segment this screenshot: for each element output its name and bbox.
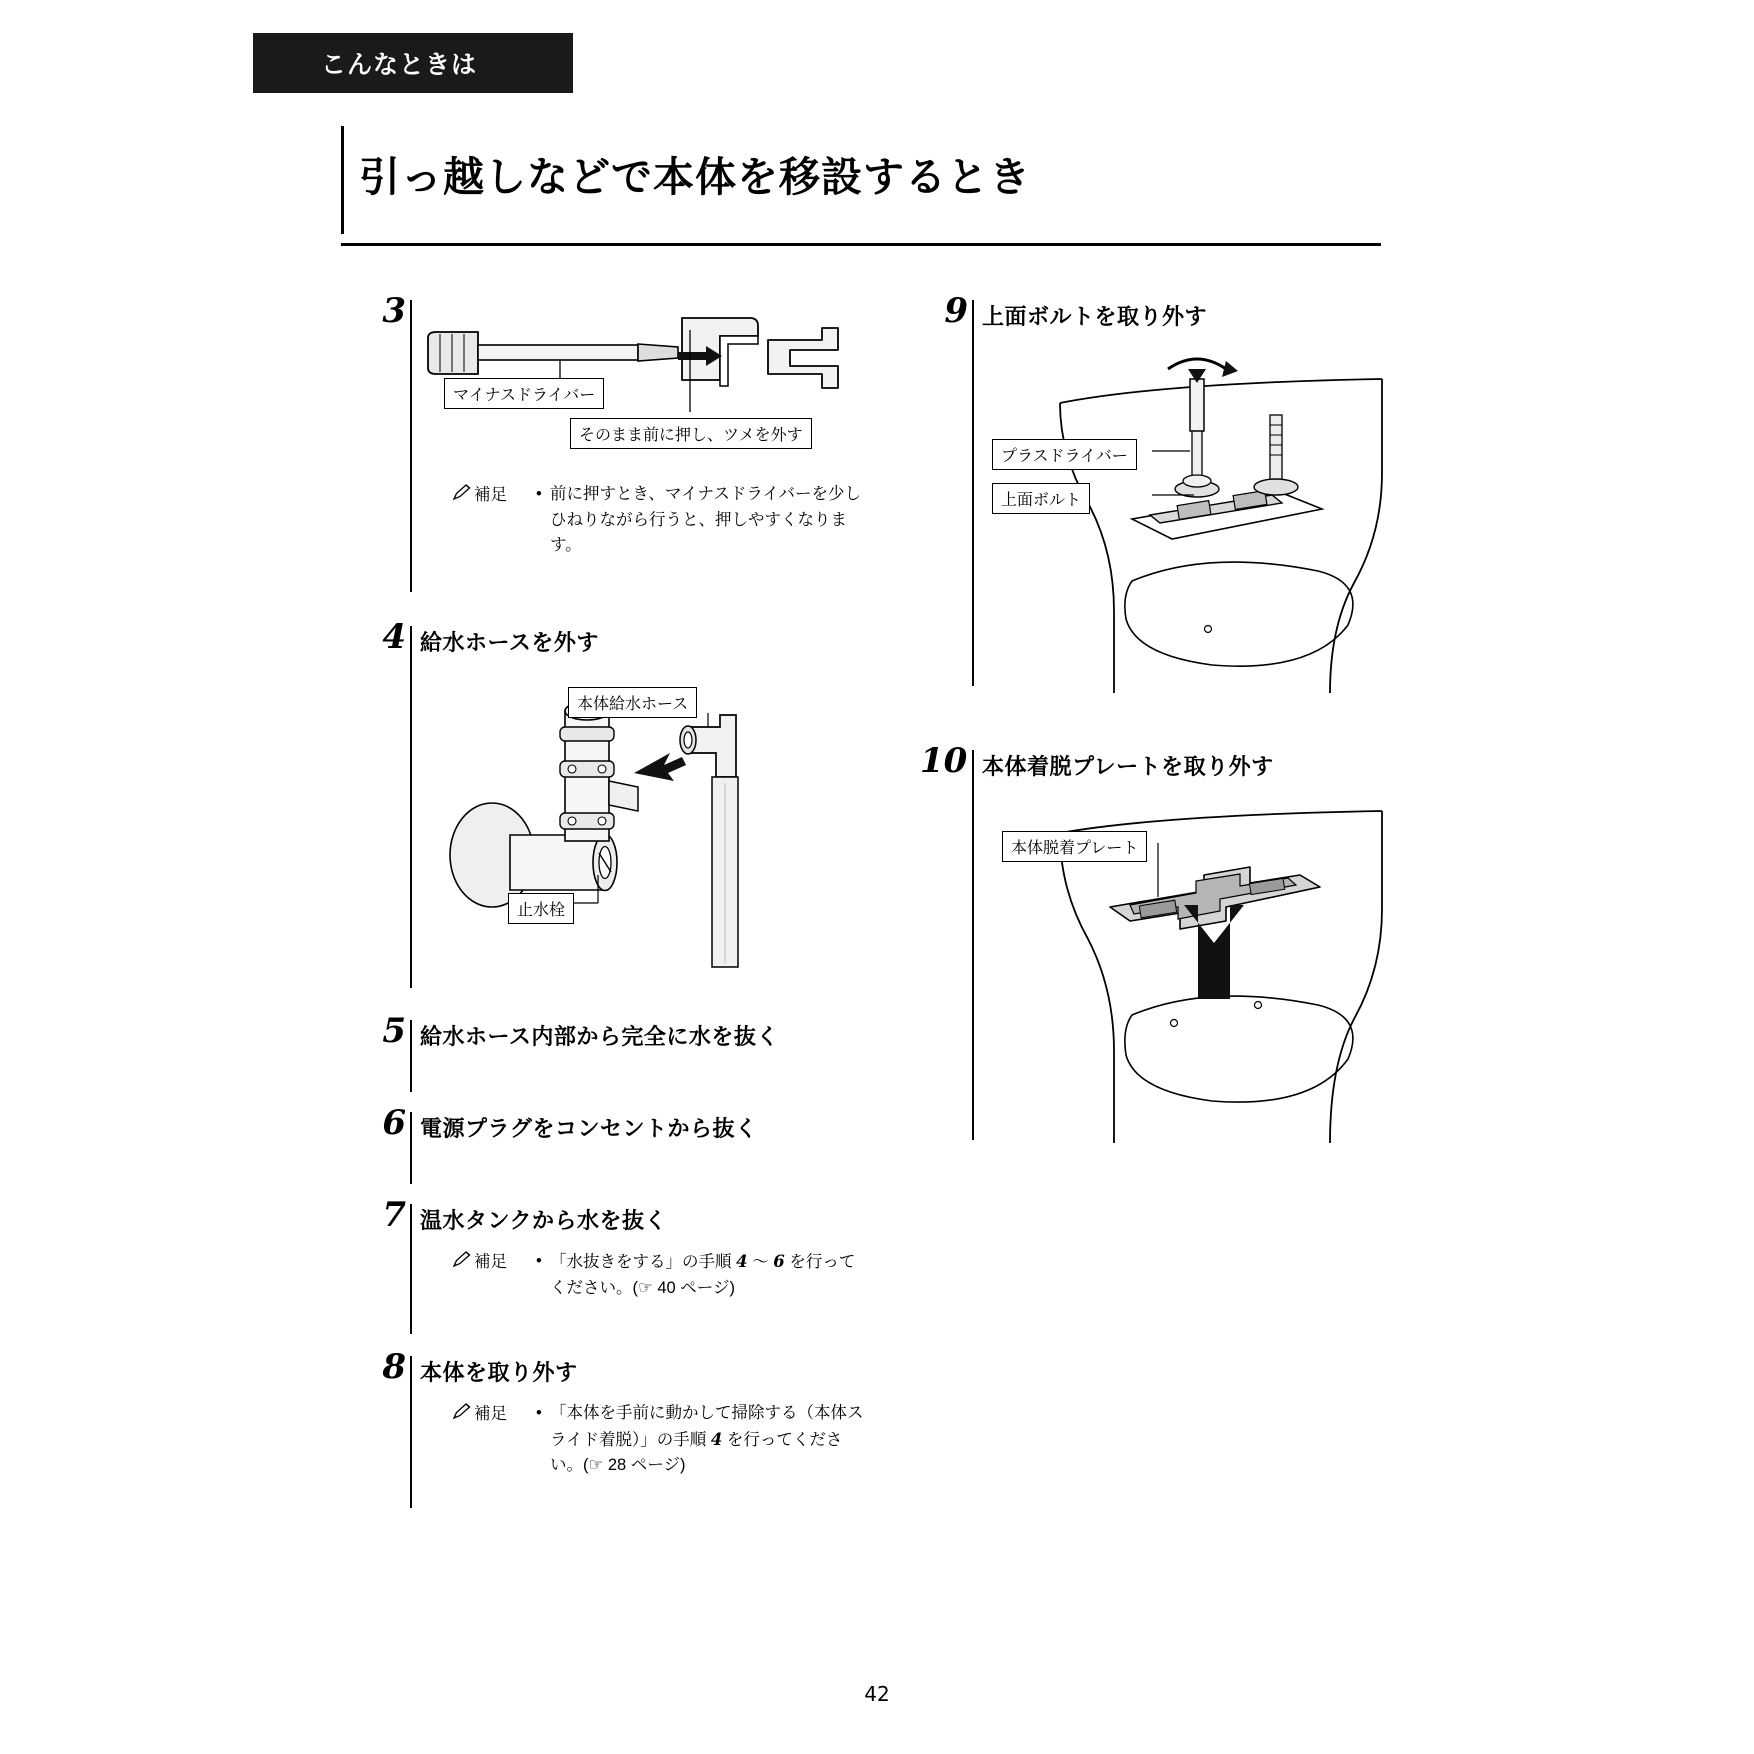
callout-minus-driver: マイナスドライバー [444,378,604,409]
left-column [368,291,868,1516]
callout-push-forward: そのまま前に押し、ツメを外す [570,418,812,449]
pencil-icon [452,1249,474,1301]
step-rule [410,626,412,988]
step-heading: 給水ホース内部から完全に水を抜く [420,1025,779,1050]
step-4 [368,617,868,1006]
step-7-note [420,1249,868,1301]
step-number: 5 [382,1011,406,1051]
step-heading: 給水ホースを外す [420,631,599,656]
callout-main-water-hose: 本体給水ホース [568,687,697,718]
pencil-icon [452,482,474,559]
note-label: 補足 [474,1253,507,1271]
callout-plus-driver: プラスドライバー [992,439,1137,470]
step-rule [410,300,412,592]
step-number: 6 [382,1103,406,1143]
step-8-note [420,1401,868,1479]
callout-detach-plate: 本体脱着プレート [1002,831,1147,862]
step-7 [368,1195,868,1342]
step-number: 8 [382,1347,406,1387]
step-number: 10 [920,741,968,781]
step-9-illustration [982,343,1452,693]
chapter-tab: こんなときは [253,33,573,93]
step-4-illustration [420,665,868,995]
step-number: 4 [382,617,406,657]
step-heading: 本体着脱プレートを取り外す [982,755,1274,780]
step-rule [410,1020,412,1092]
step-rule [410,1204,412,1334]
step-3-note [420,482,868,559]
right-column [920,291,1450,1150]
note-text: • 「本体を手前に動かして掃除する（本体スライド着脱）」の手順 4 を行ってください。(☞ 28 ページ) [536,1401,868,1479]
step-heading: 温水タンクから水を抜く [420,1209,668,1234]
step-rule [972,300,974,686]
step-8 [368,1347,868,1516]
page-number: 42 [864,1682,890,1706]
step-heading: 本体を取り外す [420,1361,578,1386]
page-title: 引っ越しなどで本体を移設するとき [359,153,1031,201]
step-3 [368,291,868,610]
step-heading: 上面ボルトを取り外す [982,305,1208,330]
step-rule [410,1112,412,1184]
callout-top-bolt: 上面ボルト [992,483,1090,514]
step-5 [368,1011,868,1098]
step-rule [410,1356,412,1508]
note-label: 補足 [474,1405,507,1423]
note-label: 補足 [474,486,507,504]
page-title-block [341,120,1401,246]
step-number: 3 [382,291,406,331]
note-text: • 「水抜きをする」の手順 4 ～ 6 を行ってください。(☞ 40 ページ) [536,1249,868,1301]
pencil-icon [452,1401,474,1479]
note-text: • 前に押すとき、マイナスドライバーを少しひねりながら行うと、押しやすくなります。 [536,482,868,559]
step-heading: 電源プラグをコンセントから抜く [420,1117,758,1142]
step-10 [920,741,1450,1150]
step-3-illustration [420,300,868,460]
step-rule [972,750,974,1140]
step-10-illustration [982,793,1452,1143]
step-9 [930,291,1450,700]
step-number: 9 [944,291,968,331]
step-number: 7 [382,1195,406,1235]
callout-stop-valve: 止水栓 [508,893,574,924]
step-6 [368,1103,868,1190]
